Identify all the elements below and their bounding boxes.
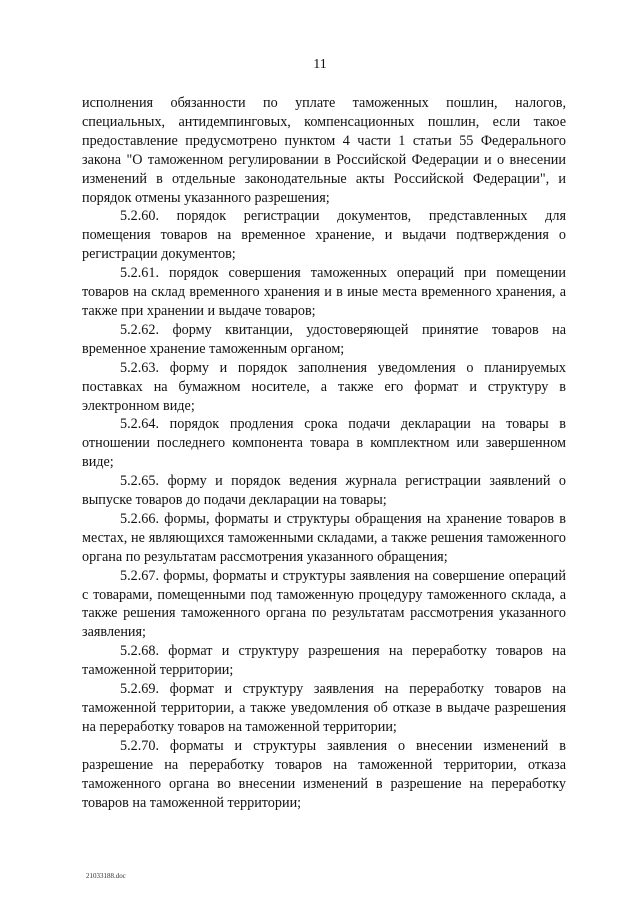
paragraph-5-2-69: 5.2.69. формат и структуру заявления на переработку товаров на таможенной территории, а также уведомления об отказе в выдаче разрешения на переработку товаров на таможенной территории;: [82, 681, 566, 735]
paragraph-5-2-65: 5.2.65. форму и порядок ведения журнала регистрации заявлений о выпуске товаров до подачи декларации на товары;: [82, 473, 566, 509]
paragraph-5-2-68: 5.2.68. формат и структуру разрешения на переработку товаров на таможенной территории;: [82, 643, 566, 679]
paragraph-continuation: исполнения обязанности по уплате таможенных пошлин, налогов, специальных, антидемпинговых, компенсационных пошлин, если такое предоставление предусмотрено пунктом 4 части 1 статьи 55 Федерального закона "О таможенном регулировании в Российской Федерации и о внесении изменений в отдельные законодательные акты Российской Федерации", и порядок отмены указанного разрешения;: [82, 95, 566, 206]
paragraph-5-2-67: 5.2.67. формы, форматы и структуры заявления на совершение операций с товарами, помещенными под таможенную процедуру таможенного склада, а также решения таможенного органа по результатам рассмотрения указанного заявления;: [82, 567, 566, 641]
paragraph-5-2-62: 5.2.62. форму квитанции, удостоверяющей принятие товаров на временное хранение таможенным органом;: [82, 321, 566, 357]
page-number: 11: [313, 57, 327, 72]
document-file-code: 21033188.doc: [86, 872, 126, 880]
paragraph-5-2-61: 5.2.61. порядок совершения таможенных операций при помещении товаров на склад временного хранения и в иные места временного хранения, а также при хранении и выдаче товаров;: [82, 265, 566, 319]
paragraph-5-2-70: 5.2.70. форматы и структуры заявления о внесении изменений в разрешение на переработку товаров на таможенной территории, отказа таможенного органа во внесении изменений в разрешение на переработку товаров на таможенной территории;: [82, 737, 566, 811]
paragraph-5-2-64: 5.2.64. порядок продления срока подачи декларации на товары в отношении последнего компонента товара в комплектном или завершенном виде;: [82, 416, 566, 471]
paragraph-5-2-63: 5.2.63. форму и порядок заполнения уведомления о планируемых поставках на бумажном носителе, а также его формат и структуру в электронном виде;: [82, 359, 566, 414]
document-body: [82, 94, 566, 812]
paragraph-5-2-60: 5.2.60. порядок регистрации документов, представленных для помещения товаров на временное хранение, и выдачи подтверждения о регистрации документов;: [82, 208, 566, 263]
paragraph-5-2-66: 5.2.66. формы, форматы и структуры обращения на хранение товаров в местах, не являющихся таможенными складами, а также решения таможенного органа по результатам рассмотрения указанного обращения;: [82, 510, 566, 565]
